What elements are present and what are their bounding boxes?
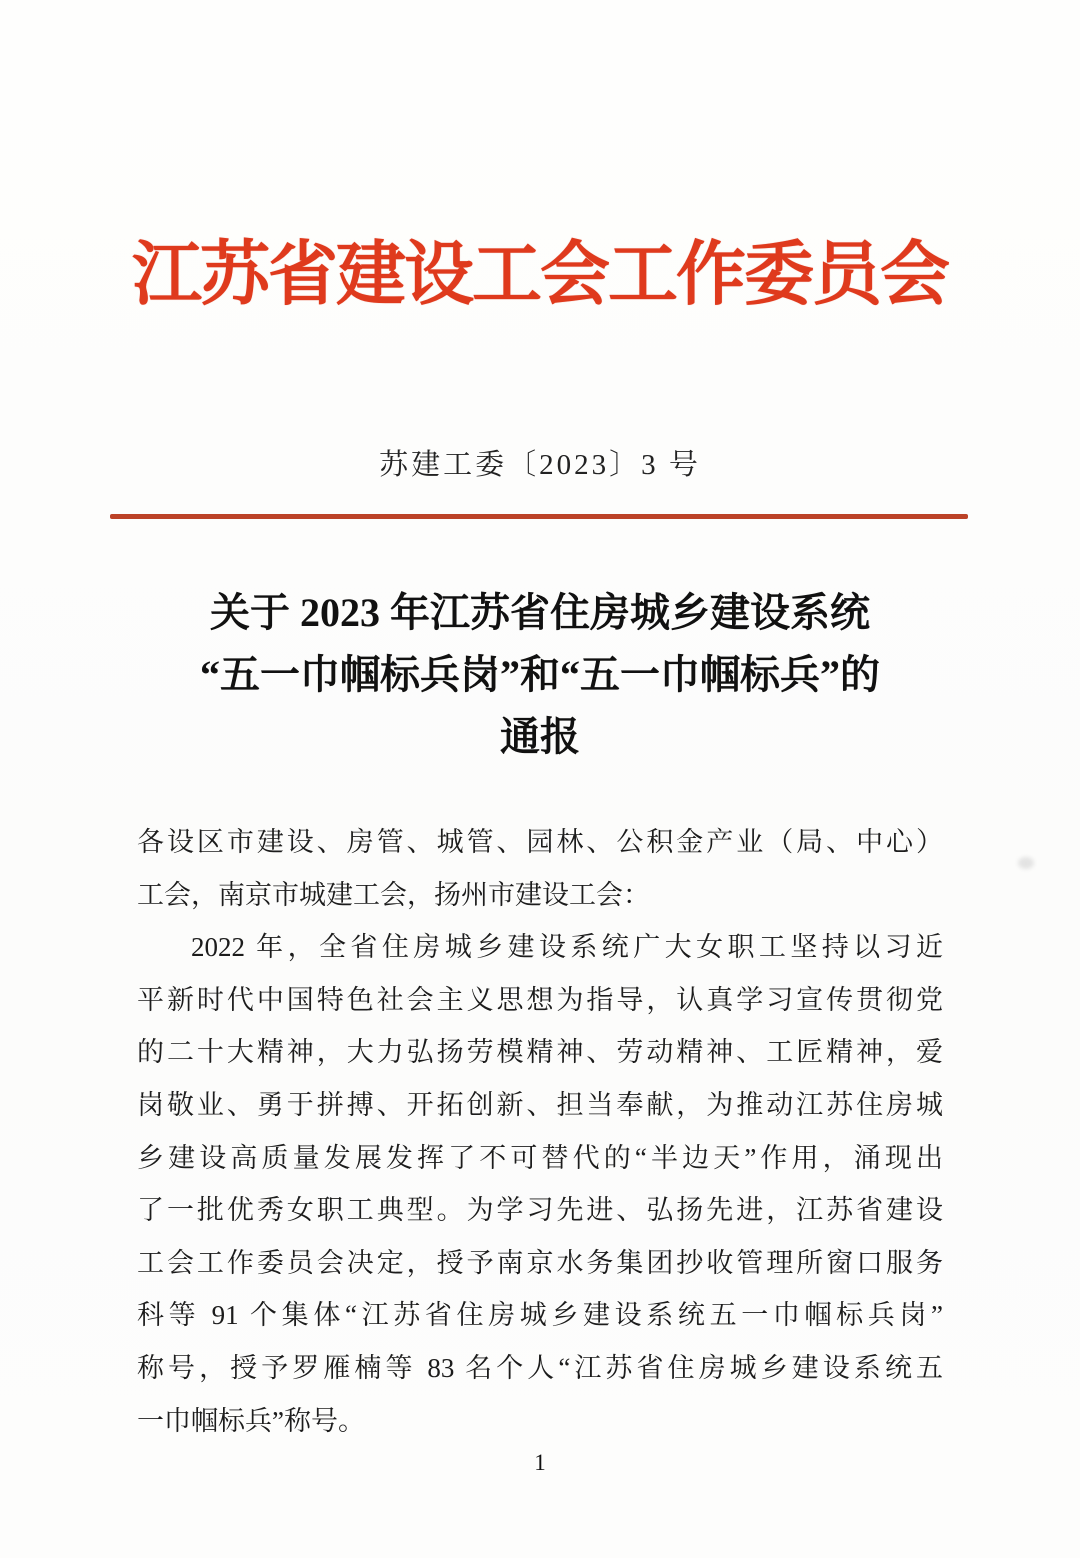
body-line: 岗敬业、勇于拼搏、开拓创新、担当奉献，为推动江苏住房城 bbox=[137, 1089, 943, 1120]
body-line: 2022 年，全省住房城乡建设系统广大女职工坚持以习近 bbox=[191, 932, 943, 963]
document-title-line-1: 关于 2023 年江苏省住房城乡建设系统 bbox=[210, 590, 870, 635]
body-line: 了一批优秀女职工典型。为学习先进、弘扬先进，江苏省建设 bbox=[137, 1195, 943, 1226]
body-line: 科等 91 个集体“江苏省住房城乡建设系统五一巾帼标兵岗” bbox=[137, 1300, 943, 1331]
body-line: 称号，授予罗雁楠等 83 名个人“江苏省住房城乡建设系统五 bbox=[137, 1352, 943, 1383]
body-line: 平新时代中国特色社会主义思想为指导，认真学习宣传贯彻党 bbox=[137, 984, 943, 1015]
issuer-title: 江苏省建设工会工作委员会 bbox=[132, 237, 948, 314]
scan-smudge-mark bbox=[1018, 857, 1034, 869]
red-separator-rule bbox=[110, 514, 968, 519]
body-line: 一巾帼标兵”称号。 bbox=[137, 1405, 365, 1436]
body-text bbox=[137, 816, 943, 1447]
body-line: 工会，南京市城建工会，扬州市建设工会： bbox=[137, 879, 650, 910]
page-number: 1 bbox=[534, 1450, 546, 1475]
document-title bbox=[0, 582, 1080, 768]
body-line: 各设区市建设、房管、城管、园林、公积金产业（局、中心） bbox=[137, 827, 943, 857]
document-title-line-2: “五一巾帼标兵岗”和“五一巾帼标兵”的 bbox=[200, 652, 880, 697]
document-number: 苏建工委〔2023〕3 号 bbox=[379, 449, 701, 481]
document-title-line-3: 通报 bbox=[500, 714, 580, 759]
body-line: 的二十大精神，大力弘扬劳模精神、劳动精神、工匠精神，爱 bbox=[137, 1037, 943, 1068]
body-line: 乡建设高质量发展发挥了不可替代的“半边天”作用，涌现出 bbox=[137, 1142, 943, 1173]
body-line: 工会工作委员会决定，授予南京水务集团抄收管理所窗口服务 bbox=[137, 1247, 943, 1278]
